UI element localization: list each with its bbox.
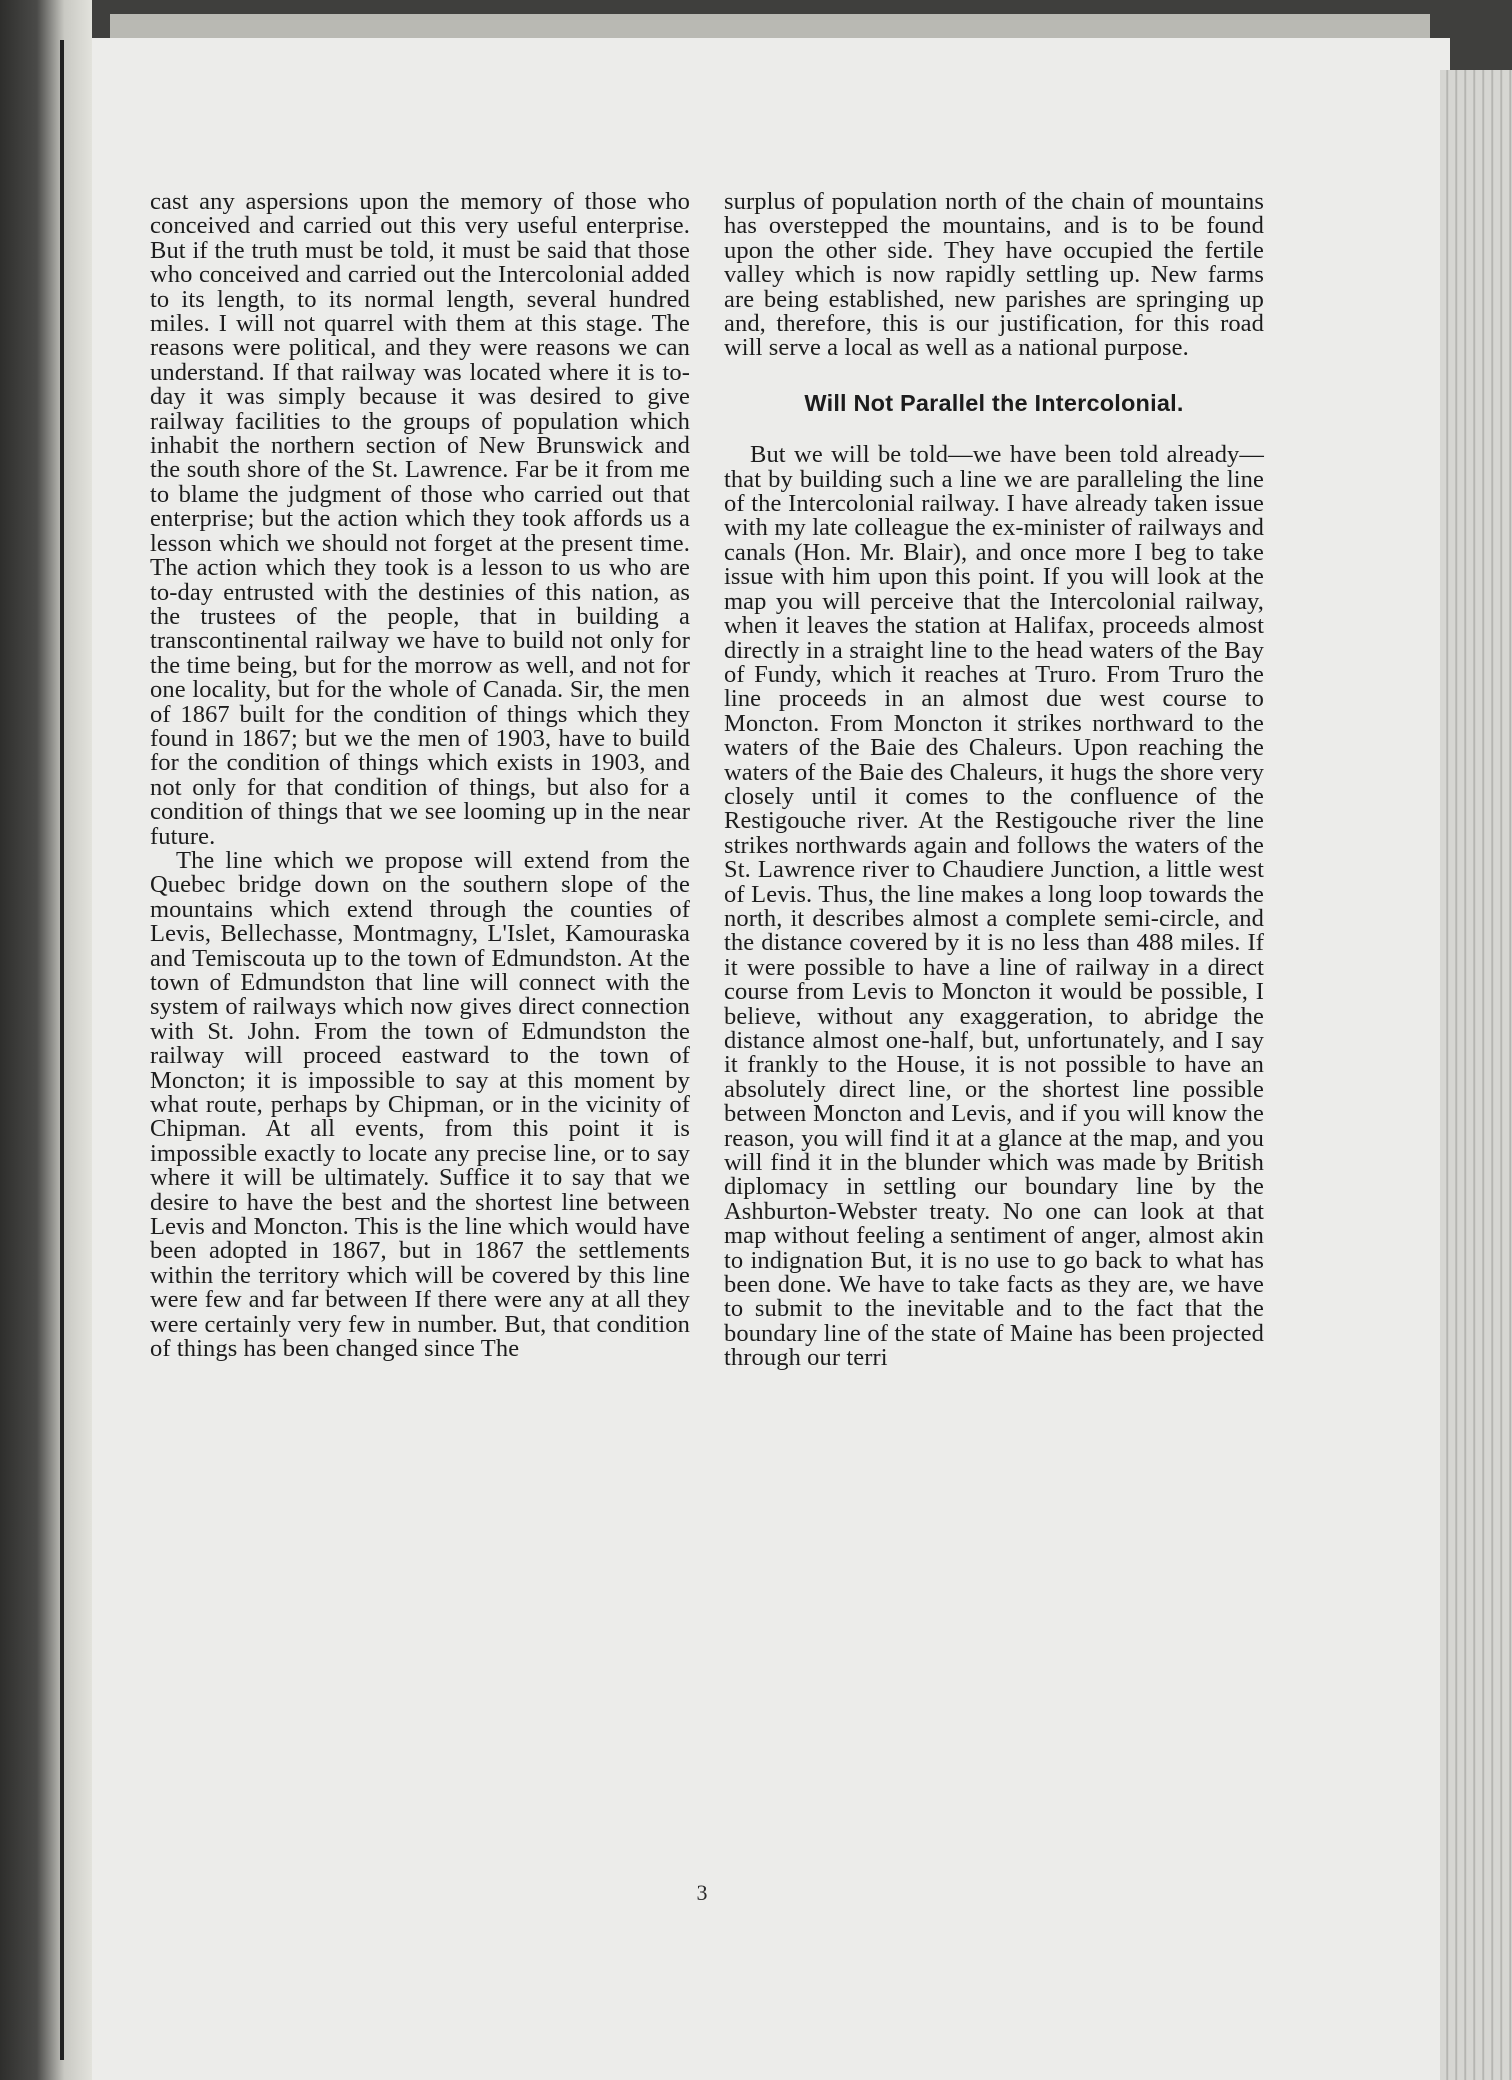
paragraph: surplus of population north of the chain of mountains has overstepped the mountains, and is to be found upon the other side. They have occupied the fertile valley which is now rapidly settling up. New farms are being established, new parishes are springing up and, therefore, this is our justification, for this road will serve a local as well as a national purpose.: [724, 188, 1264, 362]
page-stack-edges: [1440, 70, 1512, 2080]
paragraph: cast any aspersions upon the memory of those who conceived and carried out this very useful enterprise. But if the truth must be told, it must be said that those who conceived and carried out the Intercolonial added to its length, to its normal length, several hundred miles. I will not quarrel with them at this stage. The reasons were political, and they were reasons we can understand. If that railway was located where it is to-day it was simply because it was desired to give railway facilities to the groups of population which inhabit the northern section of New Brunswick and the south shore of the St. Lawrence. Far be it from me to blame the judgment of those who carried out that enterprise; but the action which they took affords us a lesson which we should not forget at the present time. The action which they took is a lesson to us who are to-day entrusted with the destinies of this nation, as the trustees of the people, that in building a transcontinental railway we have to build not only for the time being, but for the morrow as well, and not for one locality, but for the whole of Canada. Sir, the men of 1867 built for the condition of things which they found in 1867; but we the men of 1903, have to build for the condition of things which exists in 1903, and not only for that condition of things, but also for a condition of things that we see looming up in the near future.: [150, 188, 690, 850]
page-number: 3: [696, 1880, 708, 1905]
right-text-column: [724, 190, 1264, 1371]
left-text-column: [150, 190, 690, 1362]
book-binding: [0, 0, 92, 2080]
binding-edge-line: [60, 40, 64, 2060]
section-heading: Will Not Parallel the Intercolonial.: [804, 389, 1184, 416]
paragraph: The line which we propose will extend from the Quebec bridge down on the southern slope of the mountains which extend through the counties of Levis, Bellechasse, Montmagny, L'Islet, Kamouraska and Temiscouta up to the town of Edmundston. At the town of Edmundston that line will connect with the system of railways which now gives direct connection with St. John. From the town of Edmundston the railway will proceed eastward to the town of Moncton; it is impossible to say at this moment by what route, perhaps by Chipman, or in the vicinity of Chipman. At all events, from this point it is impossible exactly to locate any precise line, or to say where it will be ultimately. Suffice it to say that we desire to have the best and the shortest line between Levis and Moncton. This is the line which would have been adopted in 1867, but in 1867 the settlements within the territory which will be covered by this line were few and far between If there were any at all they were certainly very few in number. But, that condition of things has been changed since The: [150, 846, 690, 1363]
paragraph: But we will be told—we have been told already—that by building such a line we are paralleling the line of the Intercolonial railway. I have already taken issue with my late colleague the ex-minister of railways and canals (Hon. Mr. Blair), and once more I beg to take issue with him upon this point. If you will look at the map you will perceive that the Intercolonial railway, when it leaves the station at Halifax, proceeds almost directly in a straight line to the head waters of the Bay of Fundy, which it reaches at Truro. From Truro the line proceeds in an almost due west course to Moncton. From Moncton it strikes northward to the waters of the Baie des Chaleurs. Upon reaching the waters of the Baie des Chaleurs, it hugs the shore very closely until it comes to the confluence of the Restigouche river. At the Restigouche river the line strikes northwards again and follows the waters of the St. Lawrence river to Chaudiere Junction, a little west of Levis. Thus, the line makes a long loop towards the north, it describes almost a complete semi-circle, and the distance covered by it is no less than 488 miles. If it were possible to have a line of railway in a direct course from Levis to Moncton it would be possible, I believe, without any exaggeration, to abridge the distance almost one-half, but, unfortunately, and I say it frankly to the House, it is not possible to have an absolutely direct line, or the shortest line possible between Moncton and Levis, and if you will know the reason, you will find it at a glance at the map, and you will find it in the blunder which was made by British diplomacy in settling our boundary line by the Ashburton-Webster treaty. No one can look at that map without feeling a sentiment of anger, almost akin to indignation But, it is no use to go back to what has been done. We have to take facts as they are, we have to submit to the inevitable and to the fact that the boundary line of the state of Maine has been projected through our terri: [724, 441, 1264, 1372]
